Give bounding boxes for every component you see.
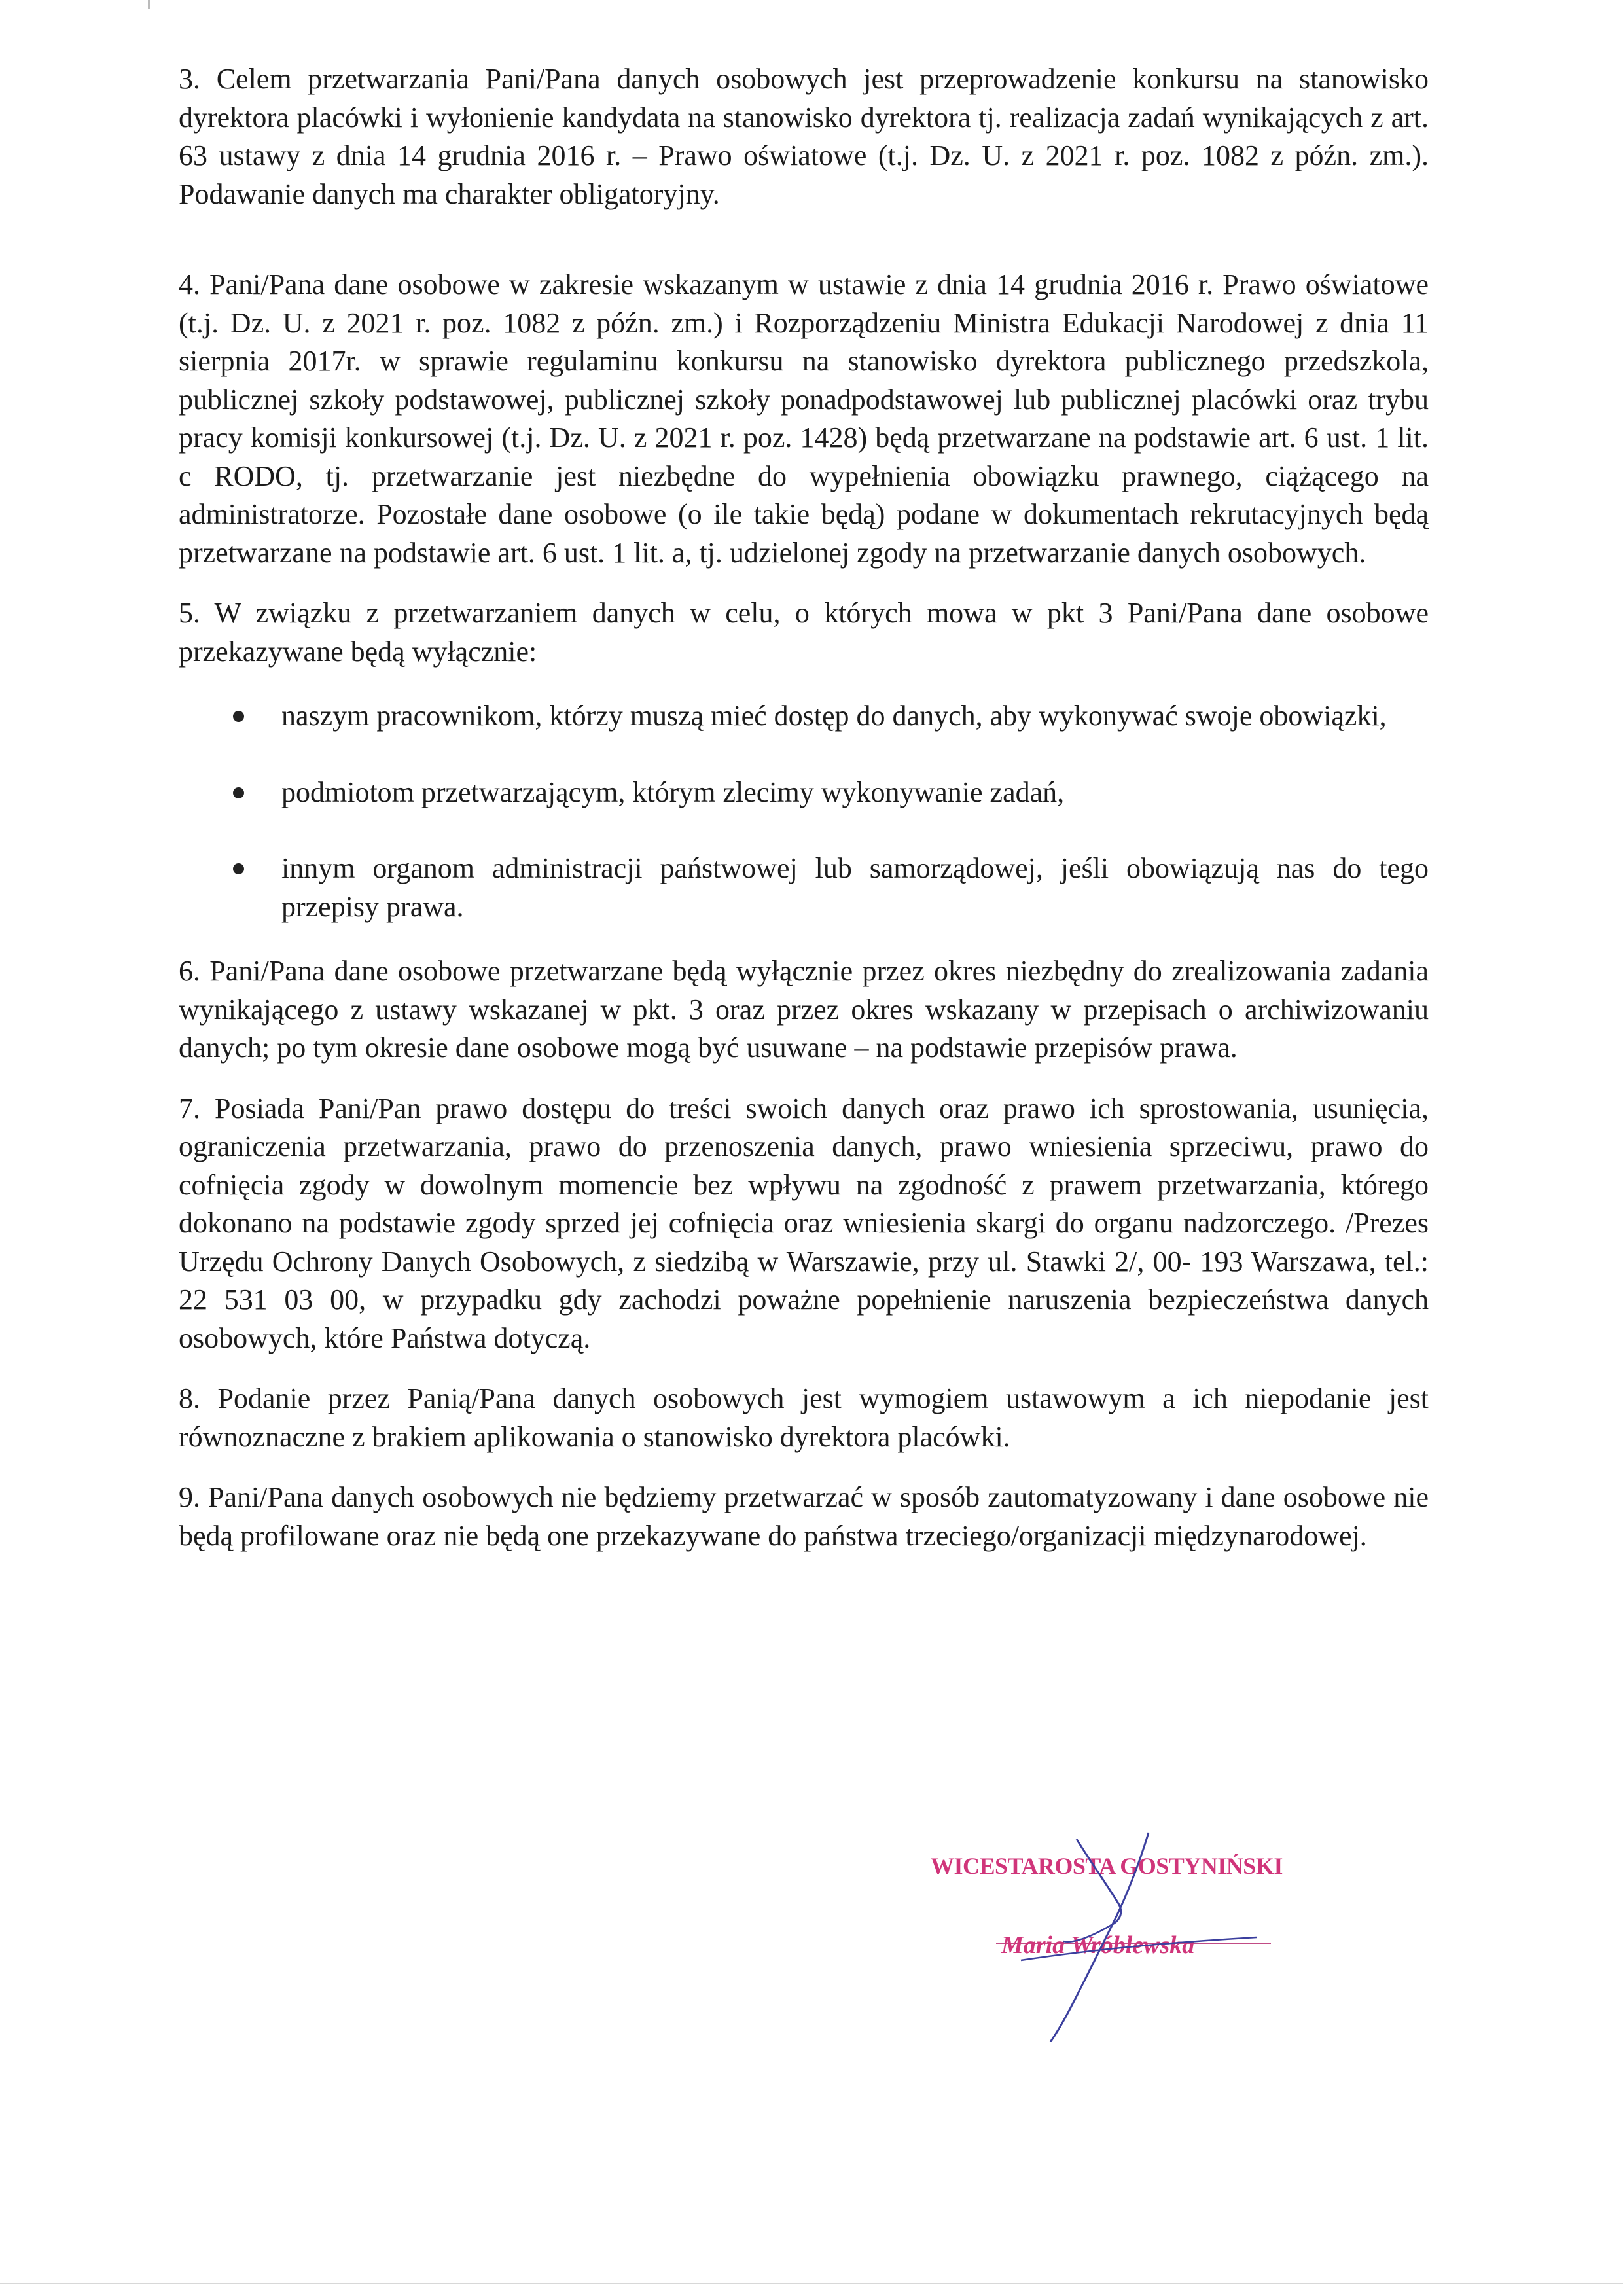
bullet-icon xyxy=(233,711,244,722)
scan-edge-mark xyxy=(0,2283,1623,2284)
document-body xyxy=(179,60,1429,1577)
list-item-text: podmiotom przetwarzającym, którym zlecimy wykonywanie zadań, xyxy=(281,776,1065,808)
bullet-icon xyxy=(233,863,244,874)
recipient-list xyxy=(179,697,1429,926)
paragraph-9: 9. Pani/Pana danych osobowych nie będziemy przetwarzać w sposób zautomatyzowany i dane osobowe nie będą profilowane oraz nie będą one przekazywane do państwa trzeciego/organizacji międzynarodowej. xyxy=(179,1481,1429,1552)
paragraph-7: 7. Posiada Pani/Pan prawo dostępu do treści swoich danych oraz prawo ich sprostowania, usunięcia, ograniczenia przetwarzania, prawo do przenoszenia danych, prawo wniesienia sprzeciwu, prawo do cofnięcia zgody w dowolnym momencie bez wpływu na zgodność z prawem przetwarzania, którego dokonano na podstawie zgody sprzed jej cofnięcia oraz wniesienia skargi do organu nadzorczego. /Prezes Urzędu Ochrony Danych Osobowych, z siedzibą w Warszawie, przy ul. Stawki 2/, 00- 193 Warszawa, tel.: 22 531 03 00, w przypadku gdy zachodzi poważne popełnienie naruszenia bezpieczeństwa danych osobowych, które Państwa dotyczą. xyxy=(179,1092,1429,1354)
stamp-title: WICESTAROSTA GOSTYNIŃSKI xyxy=(931,1853,1283,1879)
scan-edge-mark xyxy=(148,0,150,9)
list-item-text: innym organom administracji państwowej lub samorządowej, jeśli obowiązują nas do tego przepisy prawa. xyxy=(281,852,1429,923)
list-item-text: naszym pracownikom, którzy muszą mieć dostęp do danych, aby wykonywać swoje obowiązki, xyxy=(281,700,1387,732)
list-item xyxy=(179,697,1429,736)
list-item xyxy=(179,850,1429,926)
paragraph-5: 5. W związku z przetwarzaniem danych w celu, o których mowa w pkt 3 Pani/Pana dane osobowe przekazywane będą wyłącznie: xyxy=(179,597,1429,668)
paragraph-3: 3. Celem przetwarzania Pani/Pana danych osobowych jest przeprowadzenie konkursu na stanowisko dyrektora placówki i wyłonienie kandydata na stanowisko dyrektora tj. realizacja zadań wynikających z art. 63 ustawy z dnia 14 grudnia 2016 r. – Prawo oświatowe (t.j. Dz. U. z 2021 r. poz. 1082 z późn. zm.). Podawanie danych ma charakter obligatoryjny. xyxy=(179,63,1429,210)
handwritten-signature xyxy=(916,1826,1335,2042)
official-stamp xyxy=(916,1826,1335,2042)
paragraph-8: 8. Podanie przez Panią/Pana danych osobowych jest wymogiem ustawowym a ich niepodanie jest równoznaczne z brakiem aplikowania o stanowisko dyrektora placówki. xyxy=(179,1382,1429,1453)
paragraph-6: 6. Pani/Pana dane osobowe przetwarzane będą wyłącznie przez okres niezbędny do zrealizowania zadania wynikającego z ustawy wskazanej w pkt. 3 oraz przez okres wskazany w przepisach o archiwizowaniu danych; po tym okresie dane osobowe mogą być usuwane – na podstawie przepisów prawa. xyxy=(179,955,1429,1064)
bullet-icon xyxy=(233,787,244,798)
list-item xyxy=(179,774,1429,812)
paragraph-4: 4. Pani/Pana dane osobowe w zakresie wskazanym w ustawie z dnia 14 grudnia 2016 r. Prawo oświatowe (t.j. Dz. U. z 2021 r. poz. 1082 z późn. zm.) i Rozporządzeniu Ministra Edukacji Narodowej z dnia 11 sierpnia 2017r. w sprawie regulaminu konkursu na stanowisko dyrektora publicznego przedszkola, publicznej szkoły podstawowej, publicznej szkoły ponadpodstawowej lub publicznej placówki oraz trybu pracy komisji konkursowej (t.j. Dz. U. z 2021 r. poz. 1428) będą przetwarzane na podstawie art. 6 ust. 1 lit. c RODO, tj. przetwarzanie jest niezbędne do wypełnienia obowiązku prawnego, ciążącego na administratorze. Pozostałe dane osobowe (o ile takie będą) podane w dokumentach rekrutacyjnych będą przetwarzane na podstawie art. 6 ust. 1 lit. a, tj. udzielonej zgody na przetwarzanie danych osobowych. xyxy=(179,268,1429,569)
stamp-name: Maria Wróblewska xyxy=(1001,1931,1195,1959)
